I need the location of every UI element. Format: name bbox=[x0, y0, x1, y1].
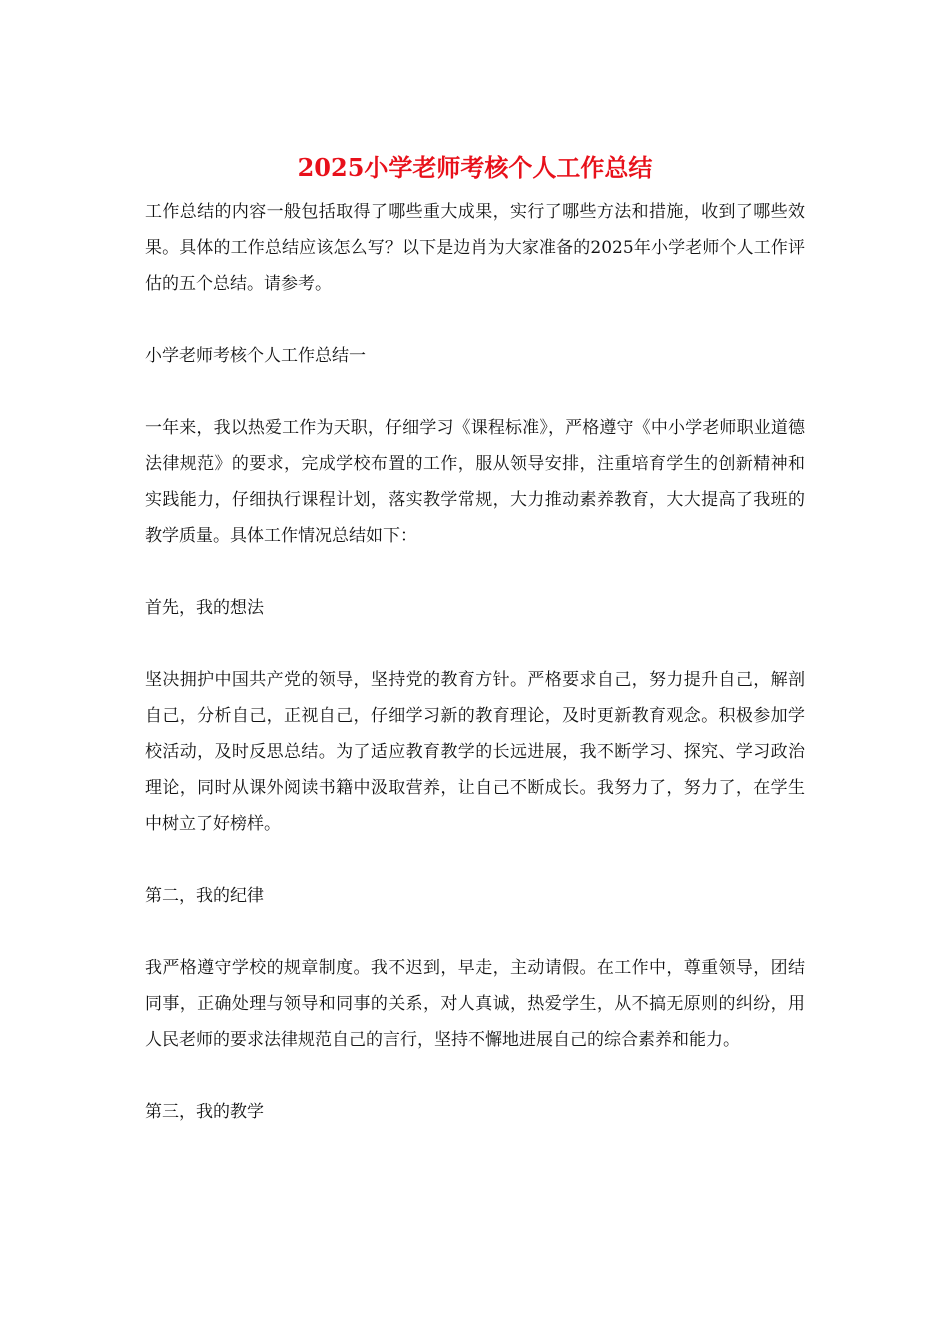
document-title: 2025小学老师考核个人工作总结 bbox=[297, 153, 653, 182]
section-heading-one: 小学老师考核个人工作总结一 bbox=[145, 346, 366, 366]
document-body bbox=[145, 194, 805, 1166]
subsection-heading-discipline: 第二，我的纪律 bbox=[145, 886, 264, 906]
body-paragraph: 一年来，我以热爱工作为天职，仔细学习《课程标准》，严格遵守《中小学老师职业道德法律规范》的要求，完成学校布置的工作，服从领导安排，注重培育学生的创新精神和实践能力，仔细执行课程计划，落实教学常规，大力推动素养教育，大大提高了我班的教学质量。具体工作情况总结如下： bbox=[145, 418, 805, 546]
body-paragraph: 坚决拥护中国共产党的领导，坚持党的教育方针。严格要求自己，努力提升自己，解剖自己，分析自己，正视自己，仔细学习新的教育理论，及时更新教育观念。积极参加学校活动，及时反思总结。为了适应教育教学的长远进展，我不断学习、探究、学习政治理论，同时从课外阅读书籍中汲取营养，让自己不断成长。我努力了，努力了，在学生中树立了好榜样。 bbox=[145, 670, 805, 834]
subsection-heading-teaching: 第三，我的教学 bbox=[145, 1102, 264, 1122]
body-paragraph: 我严格遵守学校的规章制度。我不迟到，早走，主动请假。在工作中，尊重领导，团结同事，正确处理与领导和同事的关系，对人真诚，热爱学生，从不搞无原则的纠纷，用人民老师的要求法律规范自己的言行，坚持不懈地进展自己的综合素养和能力。 bbox=[145, 958, 805, 1050]
intro-paragraph: 工作总结的内容一般包括取得了哪些重大成果，实行了哪些方法和措施，收到了哪些效果。具体的工作总结应该怎么写？以下是边肖为大家准备的2025年小学老师个人工作评估的五个总结。请参考。 bbox=[145, 202, 805, 294]
subsection-heading-thoughts: 首先，我的想法 bbox=[145, 598, 264, 618]
